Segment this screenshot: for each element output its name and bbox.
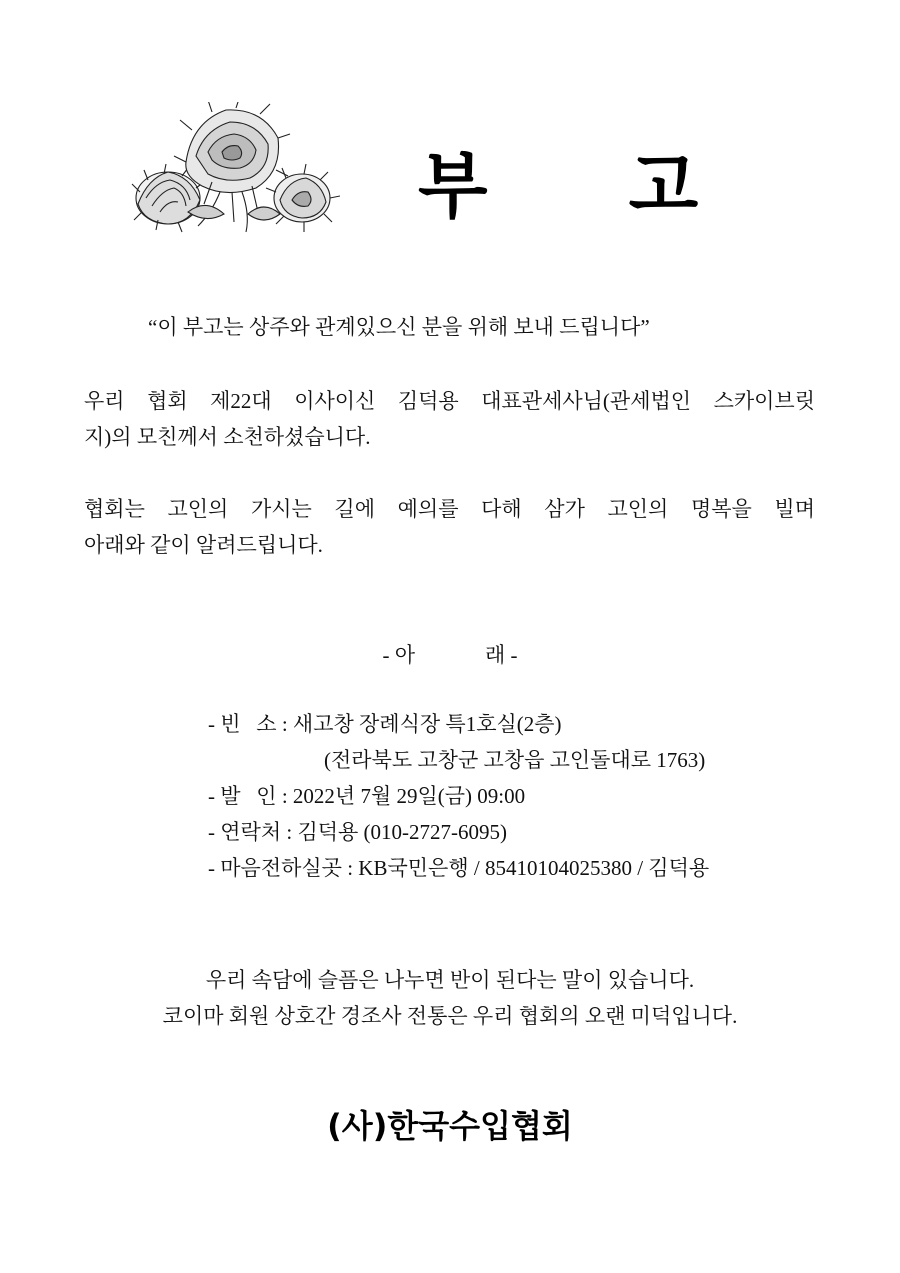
detail-item-departure — [208, 778, 709, 814]
paragraph1-line1: 우리 협회 제22대 이사이신 김덕용 대표관세사님(관세법인 스카이브릿 — [84, 389, 815, 413]
detail-value: (전라북도 고창군 고창읍 고인돌대로 1763) — [324, 748, 706, 772]
paragraph2-line2: 아래와 같이 알려드립니다. — [84, 533, 323, 557]
details-list — [208, 706, 709, 886]
chrysanthemum-illustration — [128, 102, 340, 240]
organization-name: (사)한국수입협회 — [327, 1107, 573, 1145]
detail-value: KB국민은행 / 85410104025380 / 김덕용 — [358, 856, 710, 880]
detail-label: - 마음전하실곳 : — [208, 856, 359, 880]
detail-label: - 발 인 : — [208, 784, 293, 808]
section-heading-left: - 아 — [382, 643, 415, 667]
detail-value: 새고창 장례식장 특1호실(2층) — [292, 712, 562, 736]
detail-label: - 연락처 : — [208, 820, 298, 844]
closing-line1: 우리 속담에 슬픔은 나누면 반이 된다는 말이 있습니다. — [205, 968, 695, 992]
paragraph1-line2: 지)의 모친께서 소천하셨습니다. — [84, 425, 371, 449]
section-heading — [0, 640, 900, 670]
detail-item-contact — [208, 814, 709, 850]
intro-quote: “이 부고는 상주와 관계있으신 분을 위해 보내 드립니다” — [148, 315, 650, 339]
detail-value: 2022년 7월 29일(금) 09:00 — [292, 784, 526, 808]
page-title: 부 고 — [418, 143, 757, 228]
detail-item-account — [208, 850, 709, 886]
paragraph2-line1: 협회는 고인의 가시는 길에 예의를 다해 삼가 고인의 명복을 빌며 — [84, 497, 815, 521]
detail-label: - 빈 소 : — [208, 712, 293, 736]
section-heading-right: 래 - — [485, 643, 518, 667]
detail-item-venue — [208, 706, 709, 742]
closing-line2: 코이마 회원 상호간 경조사 전통은 우리 협회의 오랜 미덕입니다. — [162, 1004, 738, 1028]
detail-value: 김덕용 (010-2727-6095) — [297, 820, 508, 844]
detail-item-address — [208, 742, 709, 778]
